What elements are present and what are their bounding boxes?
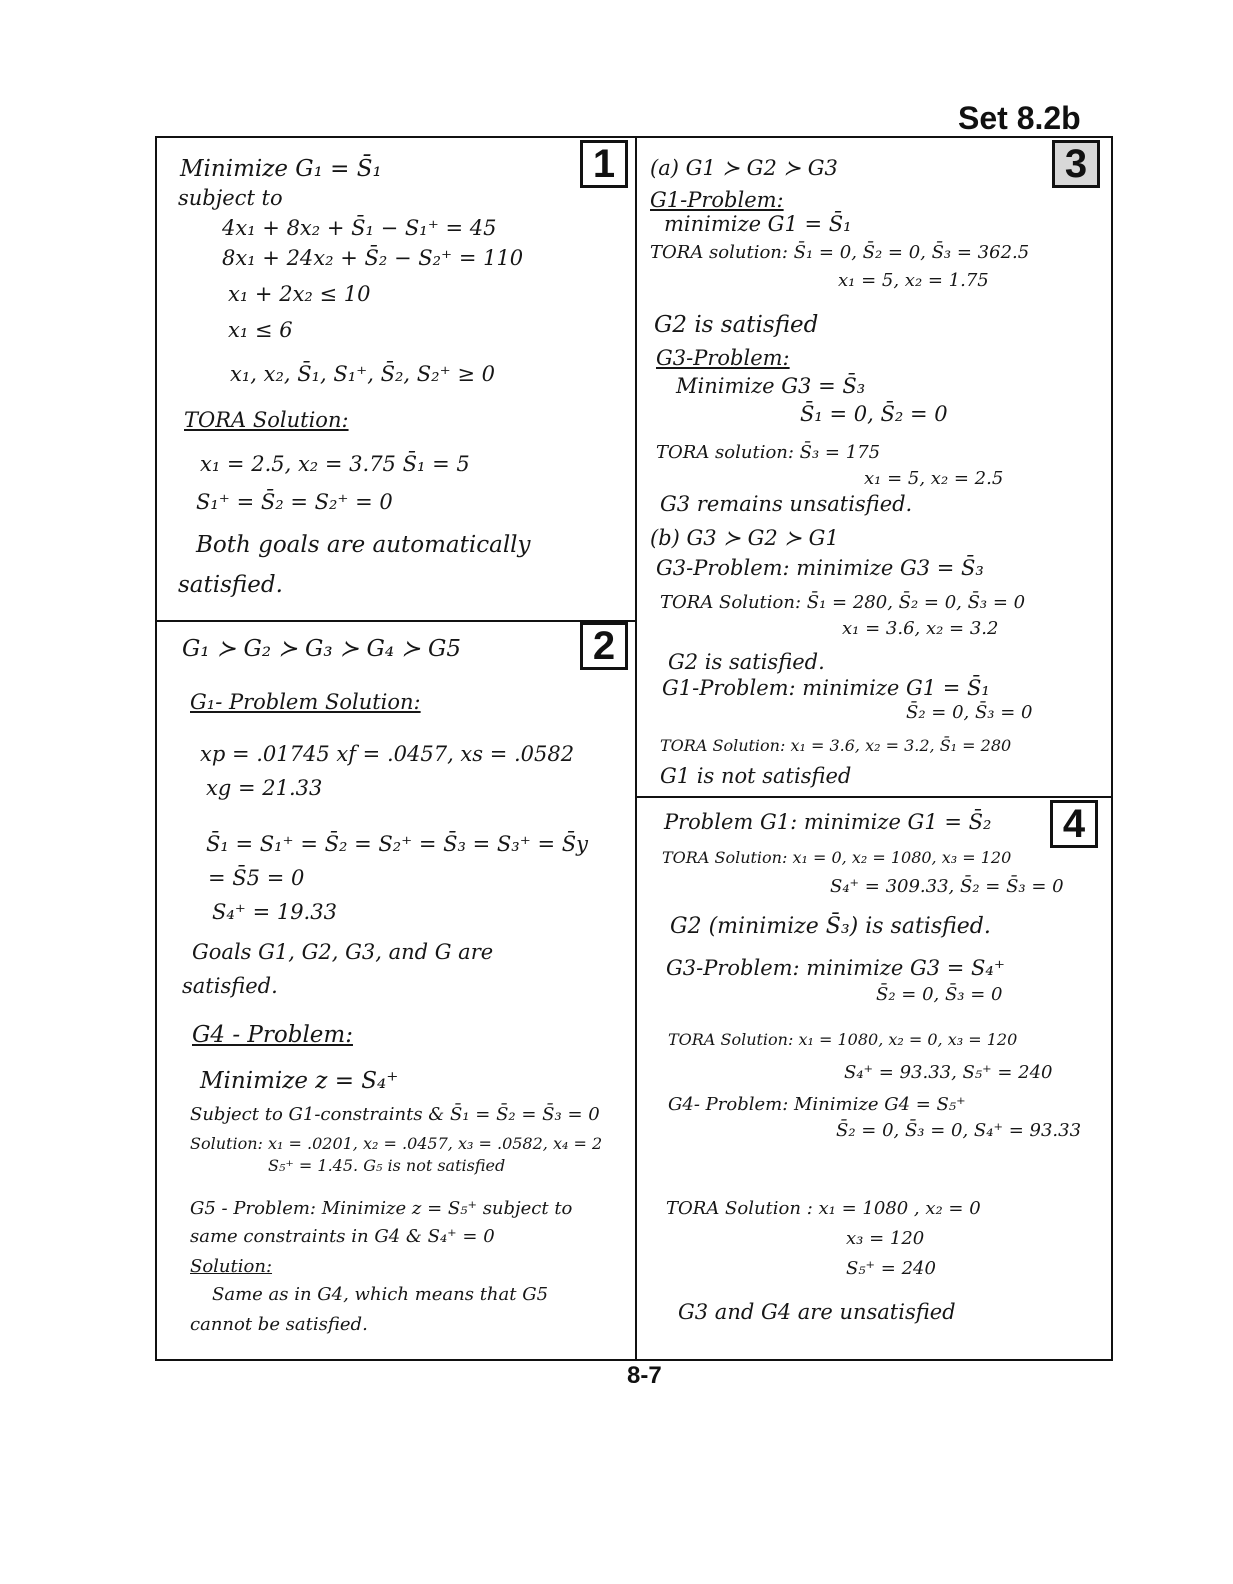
final-status: G3 and G4 are unsatisfied bbox=[678, 1300, 956, 1324]
panel-badge-4: 4 bbox=[1050, 800, 1098, 848]
g1-tora-solution: TORA Solution: x₁ = 0, x₂ = 1080, x₃ = 120 bbox=[662, 848, 1012, 867]
panel-badge-1: 1 bbox=[580, 140, 628, 188]
g4-problem-line: G4- Problem: Minimize G4 = S₅⁺ bbox=[668, 1094, 966, 1115]
part-a-g1-heading: G1-Problem: bbox=[650, 188, 784, 212]
s4-plus-value: S₄⁺ = 19.33 bbox=[212, 900, 337, 924]
g5-conclusion-1: Same as in G4, which means that G5 bbox=[212, 1284, 549, 1305]
constraint-2: 8x₁ + 24x₂ + S̄₂ − S₂⁺ = 110 bbox=[222, 246, 524, 270]
g1-solution-values: xp = .01745 xf = .0457, xs = .0582 bbox=[200, 742, 575, 766]
panel-badge-2: 2 bbox=[580, 622, 628, 670]
g3-tora-deviation: S₄⁺ = 93.33, S₅⁺ = 240 bbox=[844, 1062, 1053, 1083]
g4-solution-values: Solution: x₁ = .0201, x₂ = .0457, x₃ = .0582, x₄ = 2 bbox=[190, 1134, 603, 1153]
final-s5-value: S₅⁺ = 240 bbox=[846, 1258, 936, 1279]
part-b-g2-status: G2 is satisfied. bbox=[668, 650, 825, 674]
priority-order: G₁ ≻ G₂ ≻ G₃ ≻ G₄ ≻ G5 bbox=[182, 636, 461, 662]
page-number: 8-7 bbox=[627, 1362, 662, 1389]
g1-solution-xg: xg = 21.33 bbox=[206, 776, 323, 800]
solution-values-2: S₁⁺ = S̄₂ = S₂⁺ = 0 bbox=[196, 490, 393, 514]
part-a-g3-status: G3 remains unsatisfied. bbox=[660, 492, 913, 516]
g4-solution-result: S₅⁺ = 1.45. G₅ is not satisfied bbox=[268, 1156, 506, 1175]
g4-problem-heading: G4 - Problem: bbox=[192, 1022, 353, 1048]
nonnegativity: x₁, x₂, S̄₁, S₁⁺, S̄₂, S₂⁺ ≥ 0 bbox=[230, 362, 495, 386]
g4-objective: Minimize z = S₄⁺ bbox=[200, 1068, 399, 1094]
panel-badge-3: 3 bbox=[1052, 140, 1100, 188]
part-a-g1-solution: TORA solution: S̄₁ = 0, S̄₂ = 0, S̄₃ = 362.5 bbox=[650, 242, 1030, 263]
objective-line: Minimize G₁ = S̄₁ bbox=[180, 156, 382, 182]
part-a-g3-objective: Minimize G3 = S̄₃ bbox=[676, 374, 866, 398]
part-b-g1-solution: TORA Solution: x₁ = 3.6, x₂ = 3.2, S̄₁ = 280 bbox=[660, 736, 1012, 755]
g3-constraints: S̄₂ = 0, S̄₃ = 0 bbox=[876, 984, 1003, 1005]
right-panel-divider bbox=[635, 796, 1113, 798]
set-title: Set 8.2b bbox=[958, 100, 1081, 136]
constraint-1: 4x₁ + 8x₂ + S̄₁ − S₁⁺ = 45 bbox=[222, 216, 497, 240]
g4-constraints: Subject to G1-constraints & S̄₁ = S̄₂ = S̄₃ = 0 bbox=[190, 1104, 600, 1125]
g3-problem-line: G3-Problem: minimize G3 = S₄⁺ bbox=[666, 956, 1005, 980]
final-tora-solution: TORA Solution : x₁ = 1080 , x₂ = 0 bbox=[666, 1198, 981, 1219]
subject-to-label: subject to bbox=[178, 186, 283, 210]
part-a-g3-constraints: S̄₁ = 0, S̄₂ = 0 bbox=[800, 402, 948, 426]
part-a-g3-x-values: x₁ = 5, x₂ = 2.5 bbox=[864, 468, 1004, 489]
part-a-order: (a) G1 ≻ G2 ≻ G3 bbox=[650, 156, 838, 180]
solution-values-1: x₁ = 2.5, x₂ = 3.75 S̄₁ = 5 bbox=[200, 452, 470, 476]
goals-statement-1: Goals G1, G2, G3, and G are bbox=[192, 940, 494, 964]
part-b-order: (b) G3 ≻ G2 ≻ G1 bbox=[650, 526, 839, 550]
part-b-g3-problem: G3-Problem: minimize G3 = S̄₃ bbox=[656, 556, 984, 580]
part-b-g3-solution: TORA Solution: S̄₁ = 280, S̄₂ = 0, S̄₃ = 0 bbox=[660, 592, 1026, 613]
g1-tora-deviation: S₄⁺ = 309.33, S̄₂ = S̄₃ = 0 bbox=[830, 876, 1064, 897]
part-a-g3-solution: TORA solution: S̄₃ = 175 bbox=[656, 442, 881, 463]
goals-statement-2: satisfied. bbox=[182, 974, 278, 998]
conclusion-1: Both goals are automatically bbox=[196, 532, 531, 558]
g1-problem-line: Problem G1: minimize G1 = S̄₂ bbox=[664, 810, 992, 834]
g5-conclusion-2: cannot be satisfied. bbox=[190, 1314, 368, 1335]
g5-constraints-line: same constraints in G4 & S₄⁺ = 0 bbox=[190, 1226, 495, 1247]
conclusion-2: satisfied. bbox=[178, 572, 283, 598]
g4-constraints: S̄₂ = 0, S̄₃ = 0, S₄⁺ = 93.33 bbox=[836, 1120, 1082, 1141]
part-a-g3-heading: G3-Problem: bbox=[656, 346, 790, 370]
g5-solution-heading: Solution: bbox=[190, 1256, 273, 1277]
part-b-g1-constraints: S̄₂ = 0, S̄₃ = 0 bbox=[906, 702, 1033, 723]
column-divider bbox=[635, 136, 637, 1361]
left-panel-divider bbox=[155, 620, 636, 622]
part-a-g1-x-values: x₁ = 5, x₂ = 1.75 bbox=[838, 270, 989, 291]
g1-problem-heading: G₁- Problem Solution: bbox=[190, 690, 421, 714]
part-a-g2-status: G2 is satisfied bbox=[654, 312, 819, 338]
g2-status: G2 (minimize S̄₃) is satisfied. bbox=[670, 914, 991, 939]
tora-solution-heading: TORA Solution: bbox=[184, 408, 349, 432]
part-b-g1-status: G1 is not satisfied bbox=[660, 764, 852, 788]
constraint-3: x₁ + 2x₂ ≤ 10 bbox=[228, 282, 371, 306]
g3-tora-solution: TORA Solution: x₁ = 1080, x₂ = 0, x₃ = 120 bbox=[668, 1030, 1018, 1049]
part-b-g1-problem: G1-Problem: minimize G1 = S̄₁ bbox=[662, 676, 990, 700]
final-x3-value: x₃ = 120 bbox=[846, 1228, 925, 1249]
g5-problem-line: G5 - Problem: Minimize z = S₅⁺ subject to bbox=[190, 1198, 573, 1219]
deviation-zero-2: = S̄5 = 0 bbox=[208, 866, 305, 890]
part-a-g1-objective: minimize G1 = S̄₁ bbox=[664, 212, 852, 236]
constraint-4: x₁ ≤ 6 bbox=[228, 318, 293, 342]
part-b-g3-x-values: x₁ = 3.6, x₂ = 3.2 bbox=[842, 618, 999, 639]
deviation-zero-1: S̄₁ = S₁⁺ = S̄₂ = S₂⁺ = S̄₃ = S₃⁺ = S̄y bbox=[206, 832, 589, 856]
